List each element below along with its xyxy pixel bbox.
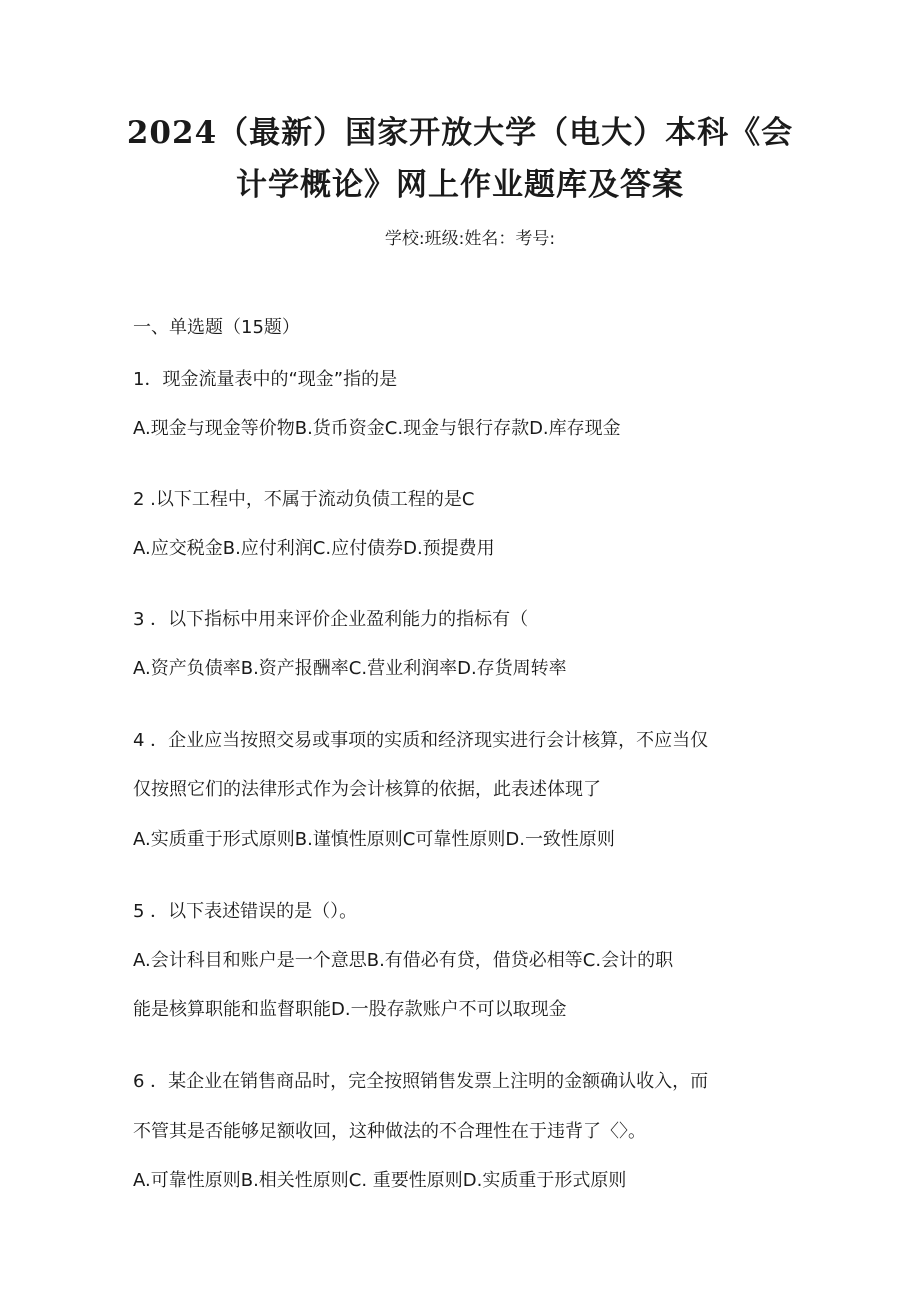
question-3-options: A.资产负债率B.资产报酬率C.营业利润率D.存货周转率 xyxy=(133,658,567,679)
document-title-line-1: 2024（最新）国家开放大学（电大）本科《会 xyxy=(126,115,794,151)
student-info-line: 学校:班级:姓名：考号: xyxy=(384,229,556,249)
question-6-continued: 不管其是否能够足额收回，这种做法的不合理性在于违背了〈〉。 xyxy=(133,1121,646,1142)
question-3: 3 ．以下指标中用来评价企业盈利能力的指标有（ xyxy=(133,609,529,630)
document-title-line-2: 计学概论》网上作业题库及答案 xyxy=(236,167,684,203)
question-2: 2 .以下工程中，不属于流动负债工程的是C xyxy=(133,489,475,510)
question-1-options: A.现金与现金等价物B.货币资金C.现金与银行存款D.库存现金 xyxy=(133,418,621,439)
question-4-continued: 仅按照它们的法律形式作为会计核算的依据，此表述体现了 xyxy=(133,779,601,800)
question-2-options: A.应交税金B.应付利润C.应付债券D.预提费用 xyxy=(133,538,495,559)
question-4: 4 ．企业应当按照交易或事项的实质和经济现实进行会计核算，不应当仅 xyxy=(133,730,709,751)
question-6-options: A.可靠性原则B.相关性原则C. 重要性原则D.实质重于形式原则 xyxy=(133,1170,627,1191)
question-1: 1．现金流量表中的“现金”指的是 xyxy=(133,369,398,390)
question-5-options: A.会计科目和账户是一个意思B.有借必有贷，借贷必相等C.会计的职 xyxy=(133,950,674,971)
question-6: 6 ．某企业在销售商品时，完全按照销售发票上注明的金额确认收入，而 xyxy=(133,1071,709,1092)
question-4-options: A.实质重于形式原则B.谨慎性原则C可靠性原则D.一致性原则 xyxy=(133,829,615,850)
question-5: 5 ．以下表述错误的是（）。 xyxy=(133,901,358,922)
question-5-options-continued: 能是核算职能和监督职能D.一股存款账户不可以取现金 xyxy=(133,999,567,1020)
section-heading: 一、单选题（15题） xyxy=(133,317,300,338)
